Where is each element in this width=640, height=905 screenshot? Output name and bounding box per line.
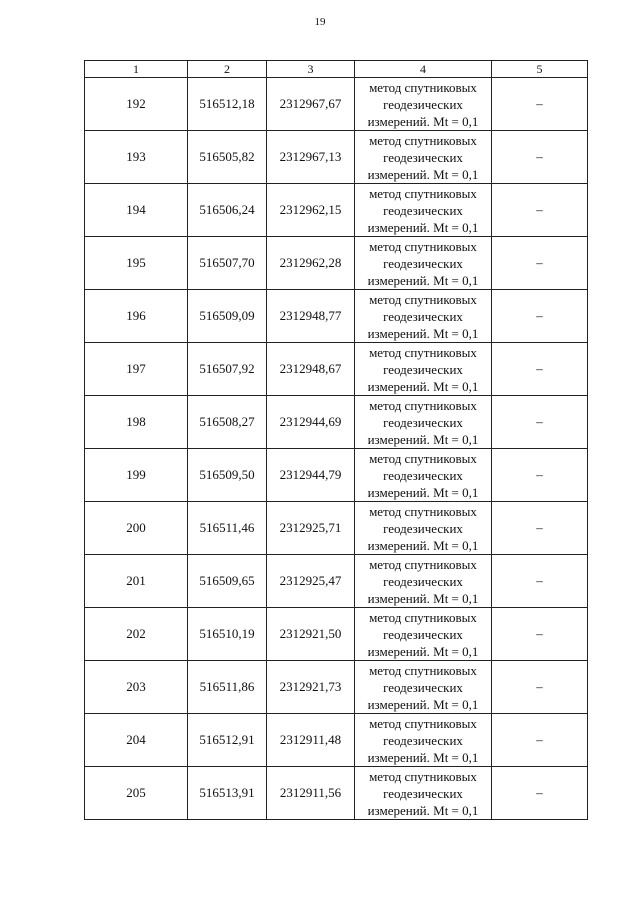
- coordinate-y-cell: 2312921,50: [267, 608, 355, 661]
- coordinate-x-cell: 516509,50: [188, 449, 267, 502]
- method-cell: [355, 78, 492, 131]
- coordinate-y-cell: 2312911,56: [267, 767, 355, 820]
- coordinate-x-cell: 516512,18: [188, 78, 267, 131]
- point-number-cell: 204: [85, 714, 188, 767]
- note-cell: –: [492, 78, 588, 131]
- method-line: метод спутниковых: [369, 503, 477, 519]
- point-number-cell: 201: [85, 555, 188, 608]
- coordinate-y-cell: 2312962,28: [267, 237, 355, 290]
- coordinate-y-cell: 2312911,48: [267, 714, 355, 767]
- method-line: метод спутниковых: [369, 79, 477, 95]
- method-cell: [355, 237, 492, 290]
- method-line: геодезических: [383, 414, 463, 430]
- coordinate-x-cell: 516508,27: [188, 396, 267, 449]
- method-cell: [355, 767, 492, 820]
- table-row: [85, 184, 588, 237]
- coordinate-x-cell: 516506,24: [188, 184, 267, 237]
- table-row: [85, 131, 588, 184]
- coordinate-y-cell: 2312948,77: [267, 290, 355, 343]
- method-line: метод спутниковых: [369, 344, 477, 360]
- point-number-cell: 202: [85, 608, 188, 661]
- method-line: геодезических: [383, 520, 463, 536]
- method-cell: [355, 449, 492, 502]
- coordinate-x-cell: 516510,19: [188, 608, 267, 661]
- note-cell: –: [492, 767, 588, 820]
- point-number-cell: 192: [85, 78, 188, 131]
- method-cell: [355, 502, 492, 555]
- note-cell: –: [492, 714, 588, 767]
- note-cell: –: [492, 396, 588, 449]
- method-line: измерений. Mt = 0,1: [367, 484, 479, 500]
- coordinate-x-cell: 516509,09: [188, 290, 267, 343]
- method-line: геодезических: [383, 573, 463, 589]
- method-line: метод спутниковых: [369, 291, 477, 307]
- method-line: геодезических: [383, 96, 463, 112]
- table-row: [85, 661, 588, 714]
- header-row: [85, 61, 588, 78]
- table-row: [85, 714, 588, 767]
- coordinate-y-cell: 2312944,69: [267, 396, 355, 449]
- method-line: измерений. Mt = 0,1: [367, 590, 479, 606]
- method-cell: [355, 396, 492, 449]
- header-col-4: 4: [355, 61, 492, 78]
- method-line: измерений. Mt = 0,1: [367, 802, 479, 818]
- method-cell: [355, 290, 492, 343]
- header-col-1: 1: [85, 61, 188, 78]
- point-number-cell: 197: [85, 343, 188, 396]
- method-line: измерений. Mt = 0,1: [367, 378, 479, 394]
- method-line: измерений. Mt = 0,1: [367, 166, 479, 182]
- table-row: [85, 555, 588, 608]
- coordinate-y-cell: 2312944,79: [267, 449, 355, 502]
- coordinates-table: [84, 60, 588, 820]
- coordinate-y-cell: 2312921,73: [267, 661, 355, 714]
- page-number: 19: [314, 16, 326, 28]
- method-line: геодезических: [383, 361, 463, 377]
- method-cell: [355, 608, 492, 661]
- method-line: измерений. Mt = 0,1: [367, 431, 479, 447]
- table-row: [85, 343, 588, 396]
- table-row: [85, 449, 588, 502]
- table-row: [85, 608, 588, 661]
- note-cell: –: [492, 184, 588, 237]
- method-line: измерений. Mt = 0,1: [367, 219, 479, 235]
- point-number-cell: 205: [85, 767, 188, 820]
- note-cell: –: [492, 237, 588, 290]
- coordinate-x-cell: 516511,46: [188, 502, 267, 555]
- coordinate-y-cell: 2312967,67: [267, 78, 355, 131]
- method-cell: [355, 555, 492, 608]
- coordinate-y-cell: 2312967,13: [267, 131, 355, 184]
- method-line: геодезических: [383, 467, 463, 483]
- method-line: измерений. Mt = 0,1: [367, 537, 479, 553]
- method-line: геодезических: [383, 626, 463, 642]
- method-cell: [355, 343, 492, 396]
- method-line: метод спутниковых: [369, 609, 477, 625]
- coordinate-x-cell: 516512,91: [188, 714, 267, 767]
- coordinate-x-cell: 516513,91: [188, 767, 267, 820]
- coordinate-y-cell: 2312925,47: [267, 555, 355, 608]
- note-cell: –: [492, 608, 588, 661]
- method-line: метод спутниковых: [369, 556, 477, 572]
- coordinate-y-cell: 2312962,15: [267, 184, 355, 237]
- method-line: геодезических: [383, 679, 463, 695]
- note-cell: –: [492, 449, 588, 502]
- method-line: измерений. Mt = 0,1: [367, 643, 479, 659]
- method-line: измерений. Mt = 0,1: [367, 696, 479, 712]
- method-line: измерений. Mt = 0,1: [367, 325, 479, 341]
- point-number-cell: 198: [85, 396, 188, 449]
- table-body: [85, 78, 588, 820]
- coordinate-x-cell: 516507,92: [188, 343, 267, 396]
- point-number-cell: 196: [85, 290, 188, 343]
- table-row: [85, 767, 588, 820]
- point-number-cell: 193: [85, 131, 188, 184]
- coordinate-x-cell: 516509,65: [188, 555, 267, 608]
- note-cell: –: [492, 131, 588, 184]
- note-cell: –: [492, 343, 588, 396]
- method-line: метод спутниковых: [369, 397, 477, 413]
- method-line: измерений. Mt = 0,1: [367, 749, 479, 765]
- method-line: метод спутниковых: [369, 768, 477, 784]
- note-cell: –: [492, 555, 588, 608]
- method-line: геодезических: [383, 202, 463, 218]
- method-cell: [355, 184, 492, 237]
- coordinate-x-cell: 516507,70: [188, 237, 267, 290]
- method-cell: [355, 714, 492, 767]
- point-number-cell: 194: [85, 184, 188, 237]
- table-row: [85, 290, 588, 343]
- note-cell: –: [492, 290, 588, 343]
- point-number-cell: 203: [85, 661, 188, 714]
- method-line: метод спутниковых: [369, 238, 477, 254]
- header-col-5: 5: [492, 61, 588, 78]
- method-line: метод спутниковых: [369, 715, 477, 731]
- coordinate-y-cell: 2312948,67: [267, 343, 355, 396]
- header-col-2: 2: [188, 61, 267, 78]
- table-header: [85, 61, 588, 78]
- point-number-cell: 199: [85, 449, 188, 502]
- table-row: [85, 78, 588, 131]
- method-line: геодезических: [383, 255, 463, 271]
- note-cell: –: [492, 661, 588, 714]
- method-line: метод спутниковых: [369, 662, 477, 678]
- point-number-cell: 195: [85, 237, 188, 290]
- method-line: метод спутниковых: [369, 450, 477, 466]
- method-cell: [355, 131, 492, 184]
- method-line: геодезических: [383, 308, 463, 324]
- method-line: геодезических: [383, 149, 463, 165]
- table-row: [85, 502, 588, 555]
- note-cell: –: [492, 502, 588, 555]
- method-line: геодезических: [383, 732, 463, 748]
- point-number-cell: 200: [85, 502, 188, 555]
- method-line: метод спутниковых: [369, 185, 477, 201]
- coordinate-x-cell: 516505,82: [188, 131, 267, 184]
- coordinate-y-cell: 2312925,71: [267, 502, 355, 555]
- method-line: измерений. Mt = 0,1: [367, 272, 479, 288]
- header-col-3: 3: [267, 61, 355, 78]
- method-line: измерений. Mt = 0,1: [367, 113, 479, 129]
- method-line: геодезических: [383, 785, 463, 801]
- method-line: метод спутниковых: [369, 132, 477, 148]
- coordinate-x-cell: 516511,86: [188, 661, 267, 714]
- method-cell: [355, 661, 492, 714]
- table-row: [85, 396, 588, 449]
- table-row: [85, 237, 588, 290]
